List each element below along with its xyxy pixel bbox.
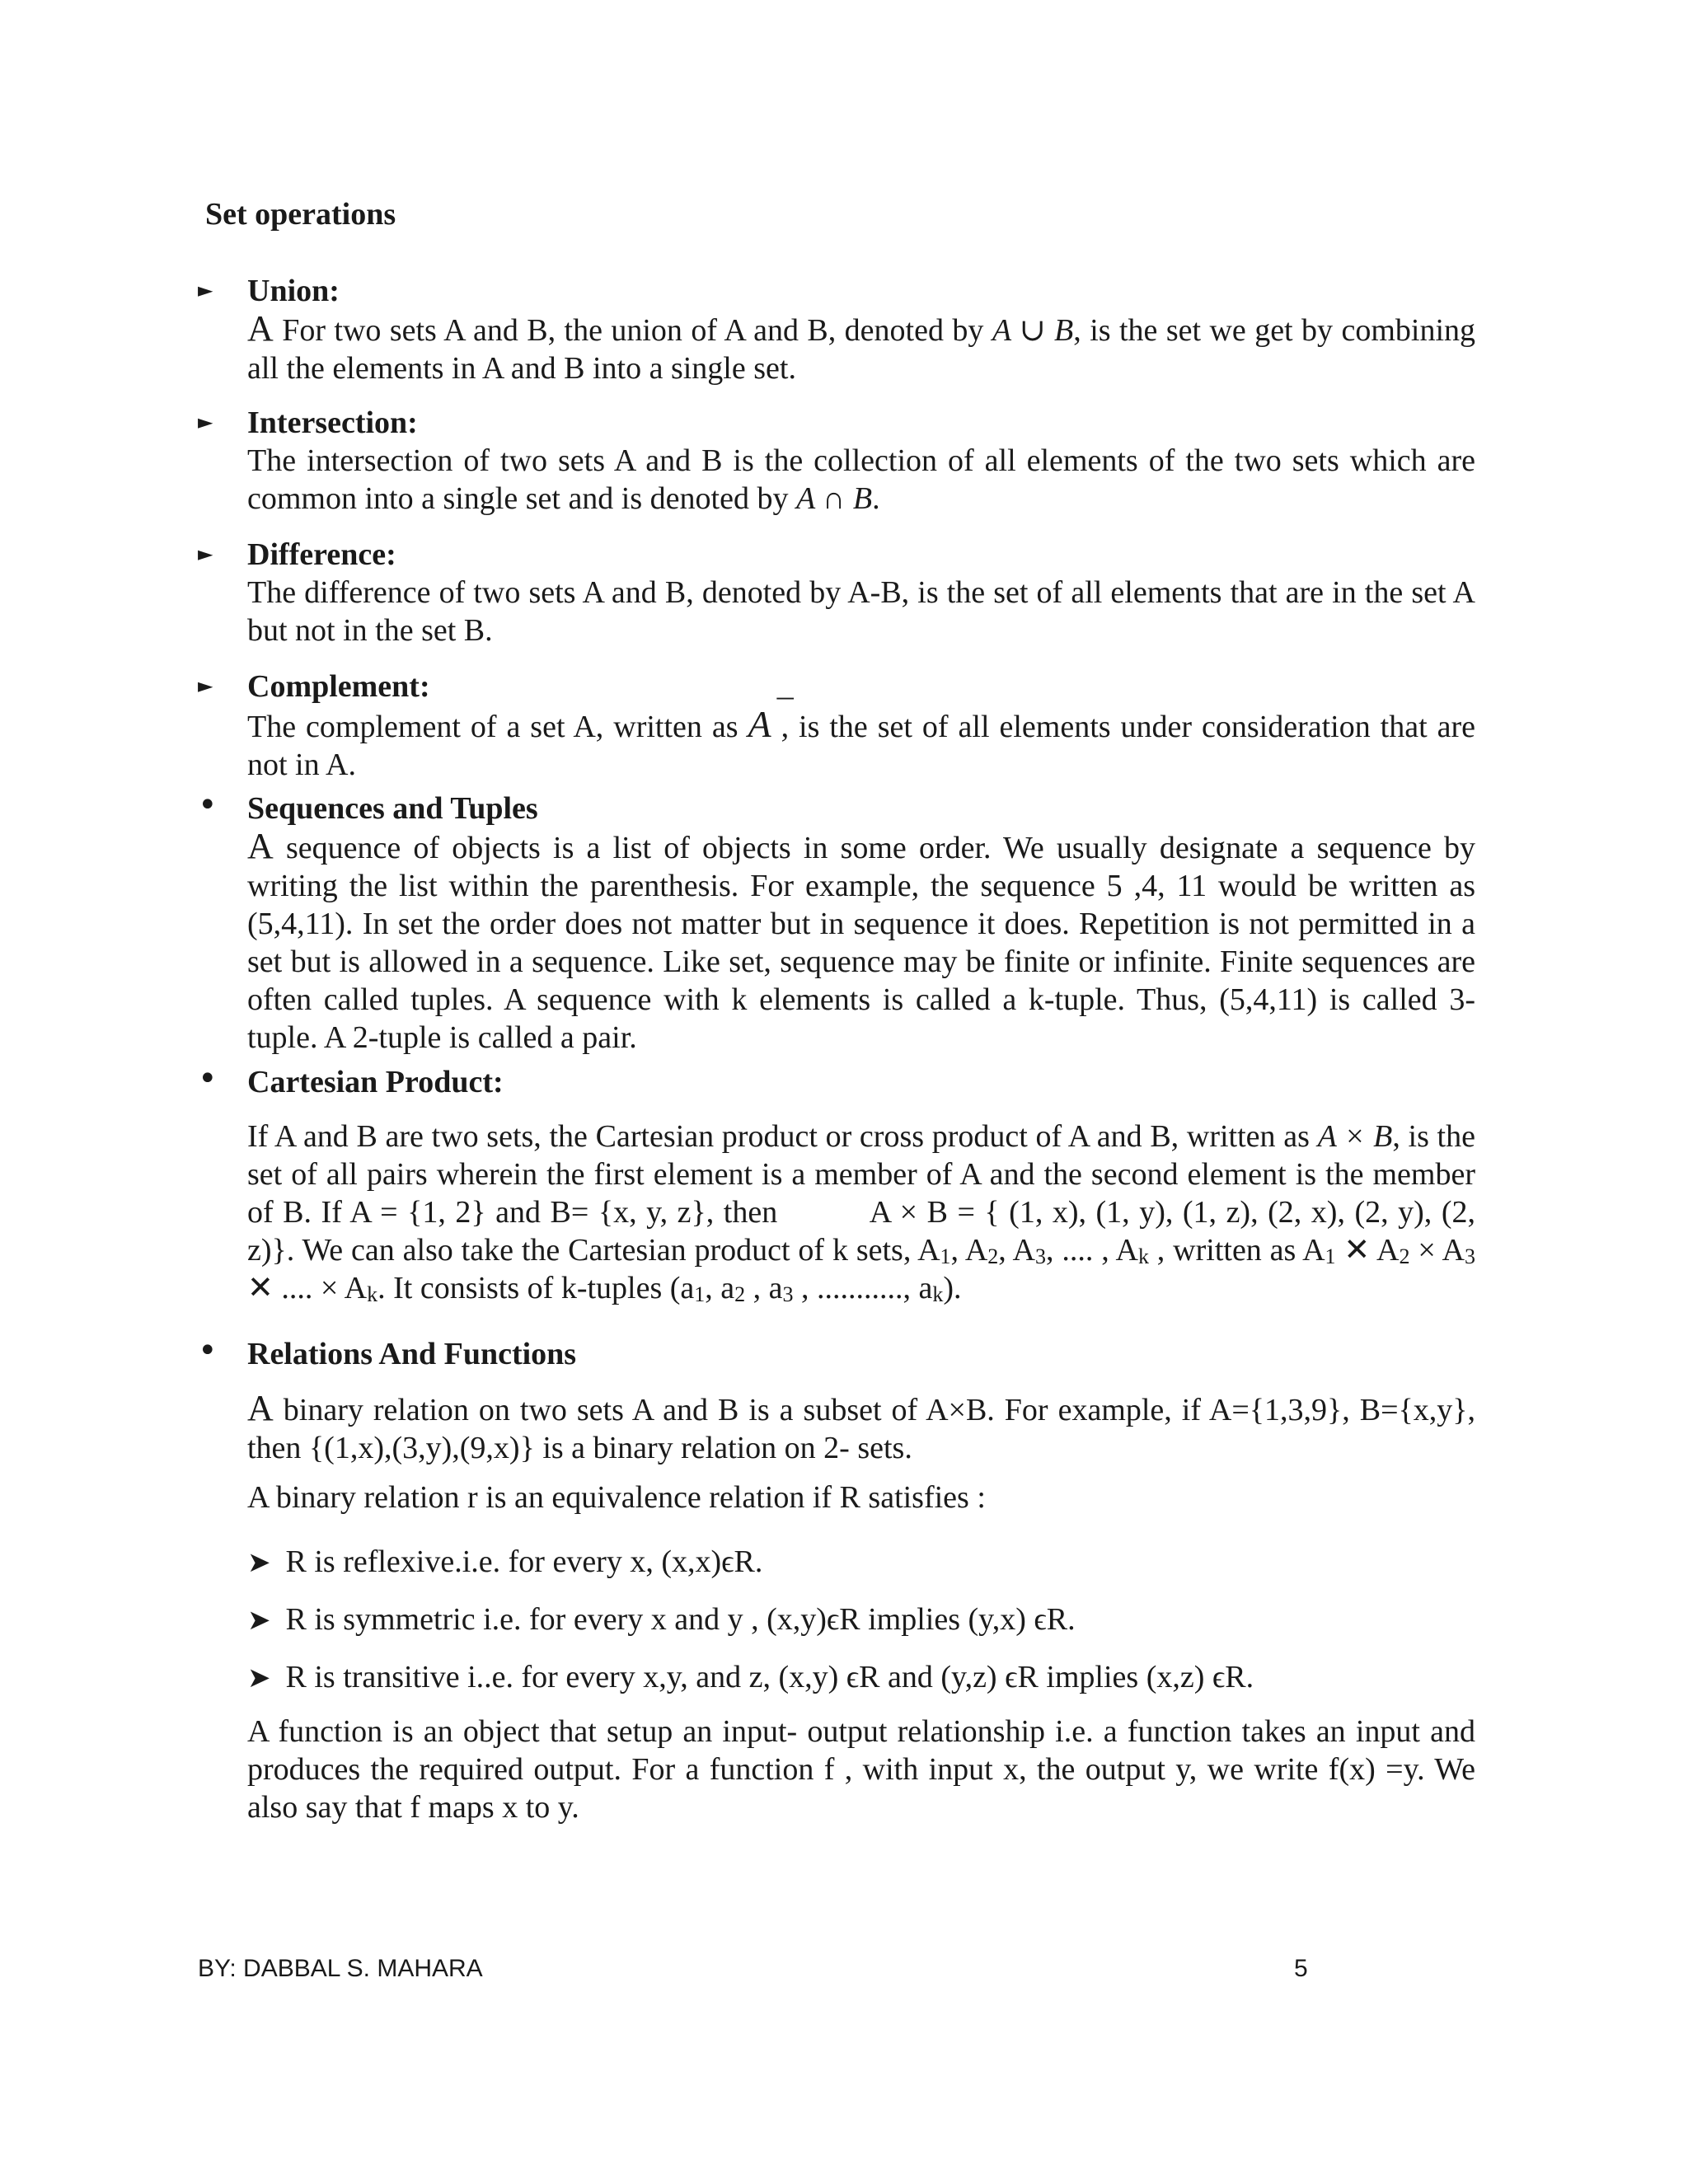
triangle-bullet-icon: ► [198, 674, 213, 697]
heading-union: Union: [247, 274, 340, 308]
paragraph-complement: The complement of a set A, written as A ¯ , is the set of all elements under consideration that are not in A. [247, 705, 1475, 784]
paragraph-functions: A function is an object that setup an input- output relationship i.e. a function takes an input and produces the required output. For a function f , with input x, the output y, we write f(x) =y. We also say that f maps x to y. [247, 1714, 1475, 1825]
footer-author: BY: DABBAL S. MAHARA [198, 1955, 483, 1982]
section-union [198, 272, 1476, 387]
triangle-bullet-icon: ► [198, 542, 213, 565]
dot-bullet-icon: • [198, 1060, 218, 1098]
section-functions [247, 1713, 1475, 1826]
arrow-bullet-icon: ➤ [247, 1604, 271, 1637]
section-intersection [198, 404, 1475, 518]
paragraph-sequences: A sequence of objects is a list of objects in some order. We usually designate a sequence by writing the list within the parenthesis. For example, the sequence 5 ,4, 11 would be written as (5,4,11). In set the order does not matter but in sequence it does. Repetition is not permitted in a set but is allowed in a sequence. Like set, sequence may be finite or infinite. Finite sequences are often called tuples. A sequence with k elements is called a k-tuple. Thus, (5,4,11) is called 3-tuple. A 2-tuple is called a pair. [247, 826, 1475, 1055]
list-item: ➤ R is transitive i..e. for every x,y, and z, (x,y) ϵR and (y,z) ϵR implies (x,z) ϵR. [247, 1660, 1254, 1694]
page-title: Set operations [205, 197, 396, 232]
paragraph-relations-1: A binary relation on two sets A and B is a subset of A×B. For example, if A={1,3,9}, B={x,y}, then {(1,x),(3,y),(9,x)} is a binary relation on 2- sets. [247, 1388, 1475, 1465]
paragraph-intersection: The intersection of two sets A and B is the collection of all elements of the two sets which are common into a single set and is denoted by A ∩ B. [247, 443, 1475, 516]
heading-complement: Complement: [247, 669, 430, 704]
paragraph-cartesian: If A and B are two sets, the Cartesian product or cross product of A and B, written as A × B, is the set of all pairs wherein the first element is a member of A and the second element is the member of B. If A = {1, 2} and B= {x, y, z}, then A × B = { (1, x), (1, y), (1, z), (2, x), (2, y), (2, z)}. We can also take the Cartesian product of k sets, $A_1$, $A_2$, $A_3$, .... , $A_k$ , written as $A_1$ ✕ $A_2 \times A_3$ ✕ .... × $A_k$. It consists of k-tuples ($a_1$, $a_2$ , $a_3$ , ..........., $a_k$). [247, 1119, 1475, 1306]
list-item: ➤ R is symmetric i.e. for every x and y , (x,y)ϵR implies (y,x) ϵR. [247, 1602, 1076, 1637]
dot-bullet-icon: • [198, 1332, 218, 1370]
heading-difference: Difference: [247, 537, 396, 572]
section-sequences [198, 786, 1475, 1057]
paragraph-difference: The difference of two sets A and B, denoted by A-B, is the set of all elements that are in the set A but not in the set B. [247, 575, 1475, 648]
section-complement [198, 668, 1475, 784]
page-number: 5 [1294, 1955, 1308, 1982]
arrow-bullet-icon: ➤ [247, 1661, 271, 1694]
heading-intersection: Intersection: [247, 405, 418, 440]
paragraph-union: A For two sets A and B, the union of A and B, denoted by A ∪ B, is the set we get by combining all the elements in A and B into a single set. [247, 308, 1476, 386]
complement-symbol: A ¯ [748, 703, 771, 745]
triangle-bullet-icon: ► [198, 410, 213, 434]
list-item: ➤ R is reflexive.i.e. for every x, (x,x)ϵR. [247, 1544, 763, 1579]
paragraph-relations-2: A binary relation r is an equivalence relation if R satisfies : [247, 1480, 986, 1515]
section-cartesian [198, 1060, 1475, 1307]
triangle-bullet-icon: ► [198, 279, 213, 302]
section-difference [198, 536, 1475, 649]
arrow-bullet-icon: ➤ [247, 1546, 271, 1579]
heading-sequences: Sequences and Tuples [247, 791, 538, 826]
heading-relations: Relations And Functions [247, 1337, 577, 1371]
heading-cartesian: Cartesian Product: [247, 1065, 504, 1099]
section-relations [198, 1332, 1475, 1516]
dot-bullet-icon: • [198, 786, 218, 824]
